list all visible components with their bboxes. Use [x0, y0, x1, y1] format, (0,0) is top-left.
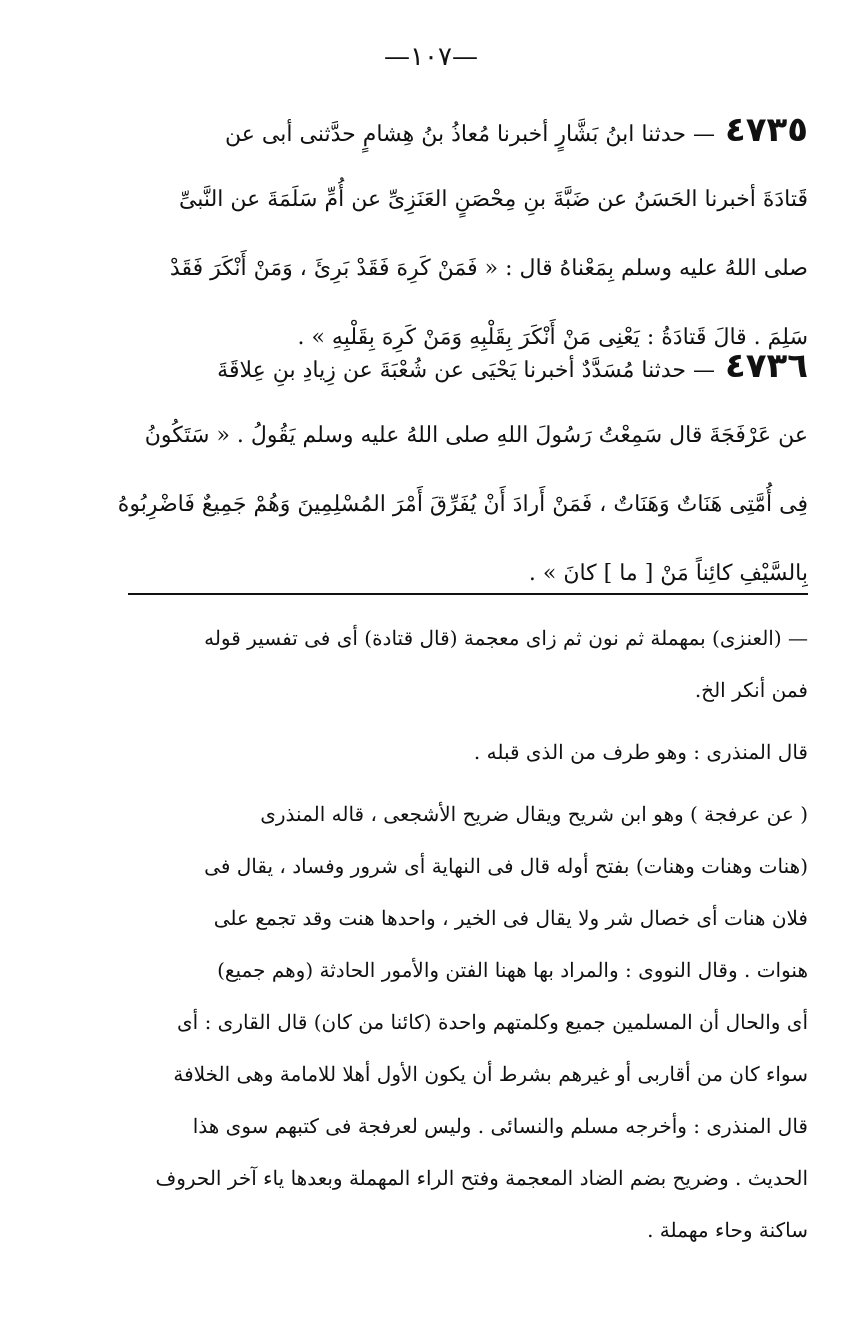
note-line: هنوات . وقال النووى : والمراد بها ههنا الفتن والأمور الحادثة (وهم جميع): [217, 958, 808, 982]
note-line: الحديث . وضريح بضم الضاد المعجمة وفتح الراء المهملة وبعدها ياء آخر الحروف: [155, 1166, 808, 1190]
page-number: —١٠٧—: [384, 42, 478, 72]
hadith-number: ٤٧٣٦: [724, 346, 808, 386]
note-line: فمن أنكر الخ.: [694, 678, 808, 702]
hadith-4736: [118, 332, 808, 608]
hadith-line: عن عَرْفَجَةَ قال سَمِعْتُ رَسُولَ اللهِ صلى اللهُ عليه وسلم يَقُولُ . « سَتَكُونُ: [144, 423, 808, 448]
note-line: ( عن عرفجة ) وهو ابن شريح ويقال ضريح الأشجعى ، قاله المنذرى: [260, 802, 808, 826]
hadith-line: ٤٧٣٥— حدثنا ابنُ بَشَّارٍ أخبرنا مُعاذُ بنُ هِشامٍ حدَّثنى أبى عن: [225, 110, 808, 150]
hadith-line: بِالسَّيْفِ كائِناً مَنْ [ ما ] كانَ » .: [528, 561, 808, 586]
note-line: قال المنذرى : وهو طرف من الذى قبله .: [473, 740, 808, 764]
hadith-line: قَتادَةَ أخبرنا الحَسَنُ عن ضَبَّةَ بنِ مِحْصَنٍ العَنَزِىِّ عن أُمِّ سَلَمَةَ عن النَّبىِّ: [178, 187, 808, 212]
hadith-number: ٤٧٣٥: [724, 110, 808, 150]
note-paragraph: [118, 788, 808, 1256]
hadith-4735: [118, 96, 808, 372]
hadith-line: فِى أُمَّتِى هَنَاتٌ وَهَنَاتٌ ، فَمَنْ أَرادَ أَنْ يُفَرِّقَ أَمْرَ المُسْلِمِينَ وَهُمْ جَمِيعٌ فَاضْرِبُوهُ: [118, 492, 808, 517]
note-line: فلان هنات أى خصال شر ولا يقال فى الخير ، واحدها هنت وقد تجمع على: [213, 906, 808, 930]
note-line: ساكنة وحاء مهملة .: [647, 1218, 808, 1242]
note-line: قال المنذرى : وأخرجه مسلم والنسائى . وليس لعرفجة فى كتبهم سوى هذا: [192, 1114, 808, 1138]
note-paragraph: [118, 612, 808, 716]
note-line: سواء كان من أقاربى أو غيرهم بشرط أن يكون الأول أهلا للامامة وهى الخلافة: [173, 1062, 808, 1086]
hadith-line: ٤٧٣٦— حدثنا مُسَدَّدٌ أخبرنا يَحْيَى عن شُعْبَةَ عن زِيادِ بنِ عِلاقَةَ: [217, 346, 808, 386]
note-line: — (العنزى) بمهملة ثم نون ثم زاى معجمة (قال قتادة) أى فى تفسير قوله: [204, 626, 808, 650]
note-paragraph: [118, 726, 808, 778]
note-line: أى والحال أن المسلمين جميع وكلمتهم واحدة (كائنا من كان) قال القارى : أى: [177, 1010, 808, 1034]
hadith-line: سَلِمَ . قالَ قَتادَةُ : يَعْنِى مَنْ أَنْكَرَ بِقَلْبِهِ وَمَنْ كَرِهَ بِقَلْبِهِ » .: [297, 325, 808, 350]
hadith-line: صلى اللهُ عليه وسلم بِمَعْناهُ قال : « فَمَنْ كَرِهَ فَقَدْ بَرِئَ ، وَمَنْ أَنْكَرَ فَقَدْ: [169, 256, 808, 281]
footnote-divider: [128, 593, 808, 595]
note-line: (هنات وهنات وهنات) بفتح أوله قال فى النهاية أى شرور وفساد ، يقال فى: [204, 854, 808, 878]
footnotes: [118, 612, 808, 1256]
